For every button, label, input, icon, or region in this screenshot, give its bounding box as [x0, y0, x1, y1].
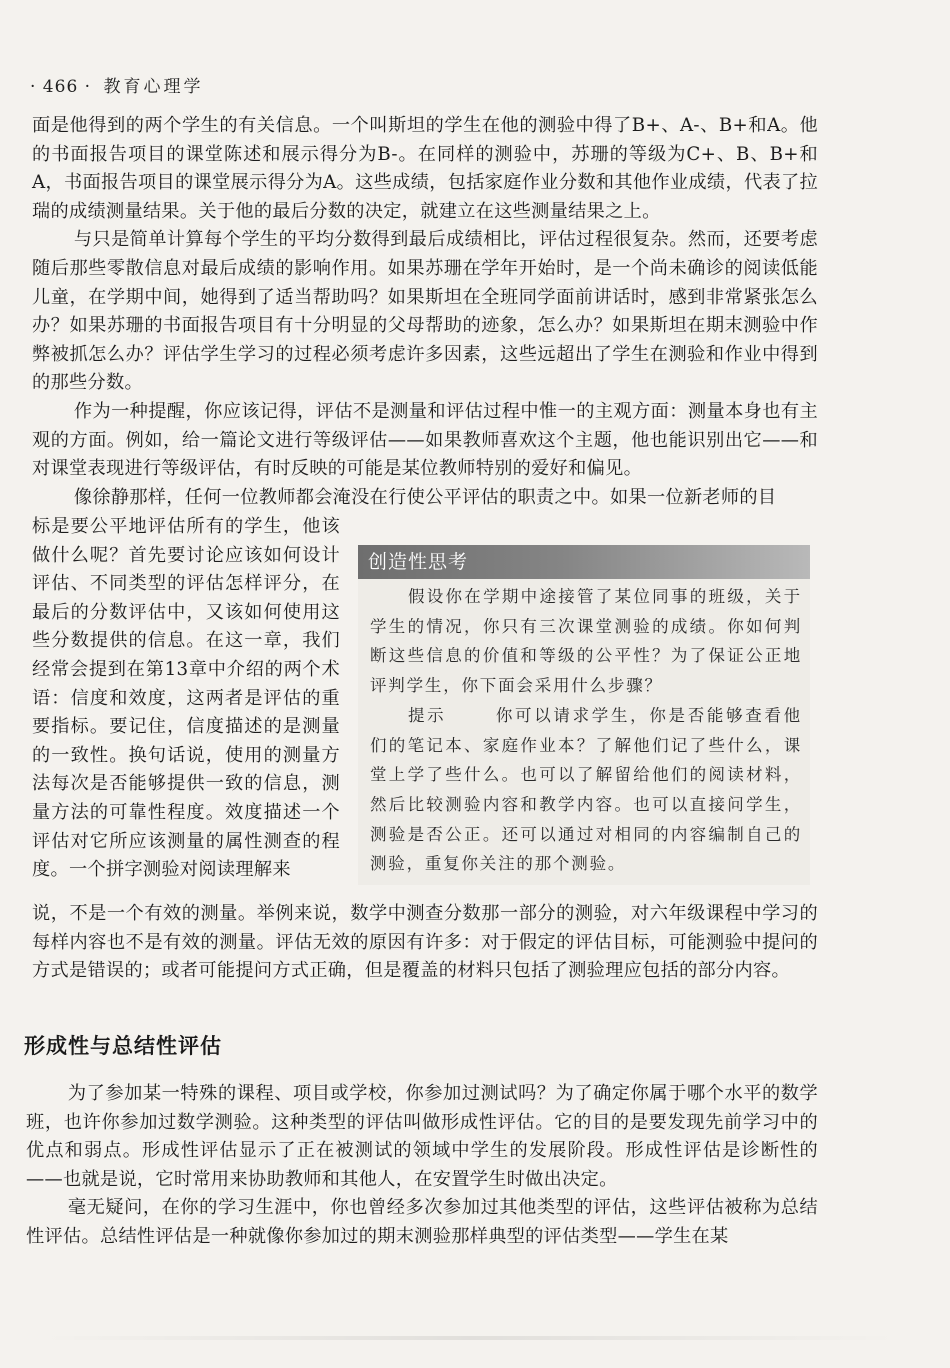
section-heading: 形成性与总结性评估: [24, 1034, 222, 1058]
paragraph-4-column: 标是要公平地评估所有的学生，他该做什么呢？首先要讨论应该如何设计评估、不同类型的评估怎样评分，在最后的分数评估中，又该如何使用这些分数提供的信息。在这一章，我们经常会提到在第13章中介绍的两个术语：信度和效度，这两者是评估的重要指标。要记住，信度描述的是测量的一致性。换句话说，使用的测量方法每次是否能够提供一致的信息，测量方法的可靠性程度。效度描述一个评估对它所应该测量的属性测查的程度。一个拼字测验对阅读理解来: [32, 516, 340, 881]
book-title: 教育心理学: [103, 77, 204, 97]
body-left-column: [32, 513, 340, 885]
creative-thinking-box: [358, 545, 810, 885]
sidebox-title: 创造性思考: [358, 545, 810, 579]
paragraph-6: 毫无疑问，在你的学习生涯中，你也曾经多次参加过其他类型的评估，这些评估被称为总结性评估。总结性评估是一种就像你参加过的期末测验那样典型的评估类型——学生在某: [26, 1197, 818, 1247]
sidebox-body: [370, 582, 802, 879]
body-continued: [32, 900, 818, 986]
paragraph-4-rest: 说，不是一个有效的测量。举例来说，数学中测查分数那一部分的测验，对六年级课程中学习的每样内容也不是有效的测量。评估无效的原因有许多：对于假定的评估目标，可能测验中提问的方式是错误的；或者可能提问方式正确，但是覆盖的材料只包括了测验理应包括的部分内容。: [32, 903, 818, 982]
page-number: · 466 ·: [30, 77, 92, 97]
hint-text: 你可以请求学生，你是否能够查看他们的笔记本、家庭作业本？了解他们记了些什么，课堂上学了些什么。也可以了解留给他们的阅读材料，然后比较测验内容和教学内容。也可以直接问学生，测验是否公正。还可以通过对相同的内容编制自己的测验，重复你关注的那个测验。: [370, 705, 802, 874]
hint-label: 提示: [407, 705, 447, 725]
sidebox-question: 假设你在学期中途接管了某位同事的班级，关于学生的情况，你只有三次课堂测验的成绩。你如何判断这些信息的价值和等级的公平性？为了保证公正地评判学生，你下面会采用什么步骤？: [370, 587, 802, 696]
paragraph-5: 为了参加某一特殊的课程、项目或学校，你参加过测试吗？为了确定你属于哪个水平的数学班，也许你参加过数学测验。这种类型的评估叫做形成性评估。它的目的是要发现先前学习中的优点和弱点。形成性评估显示了正在被测试的领域中学生的发展阶段。形成性评估是诊断性的——也就是说，它时常用来协助教师和其他人，在安置学生时做出决定。: [26, 1083, 818, 1190]
paragraph-4-line-1: 像徐静那样，任何一位教师都会淹没在行使公平评估的职责之中。如果一位新老师的目: [73, 486, 777, 508]
sidebox-hint: [370, 701, 802, 879]
paragraph-3: 作为一种提醒，你应该记得，评估不是测量和评估过程中惟一的主观方面：测量本身也有主观的方面。例如，给一篇论文进行等级评估——如果教师喜欢这个主题，他也能识别出它——和对课堂表现进行等级评估，有时反映的可能是某位教师特别的爱好和偏见。: [32, 400, 818, 480]
scan-edge-shadow: [40, 1336, 900, 1340]
body-bottom: [26, 1080, 818, 1252]
paragraph-1: 面是他得到的两个学生的有关信息。一个叫斯坦的学生在他的测验中得了B+、A-、B+和A。他的书面报告项目的课堂陈述和展示得分为B-。在同样的测验中，苏珊的等级为C+、B、B+和A，书面报告项目的课堂展示得分为A。这些成绩，包括家庭作业分数和其他作业成绩，代表了拉瑞的成绩测量结果。关于他的最后分数的决定，就建立在这些测量结果之上。: [32, 115, 818, 222]
running-header: [30, 72, 203, 97]
paragraph-2: 与只是简单计算每个学生的平均分数得到最后成绩相比，评估过程很复杂。然而，还要考虑随后那些零散信息对最后成绩的影响作用。如果苏珊在学年开始时，是一个尚未确诊的阅读低能儿童，在学期中间，她得到了适当帮助吗？如果斯坦在全班同学面前讲话时，感到非常紧张怎么办？如果苏珊的书面报告项目有十分明显的父母帮助的迹象，怎么办？如果斯坦在期末测验中作弊被抓怎么办？评估学生学习的过程必须考虑许多因素，这些远超出了学生在测验和作业中得到的那些分数。: [32, 229, 818, 394]
body-top: [32, 112, 818, 512]
